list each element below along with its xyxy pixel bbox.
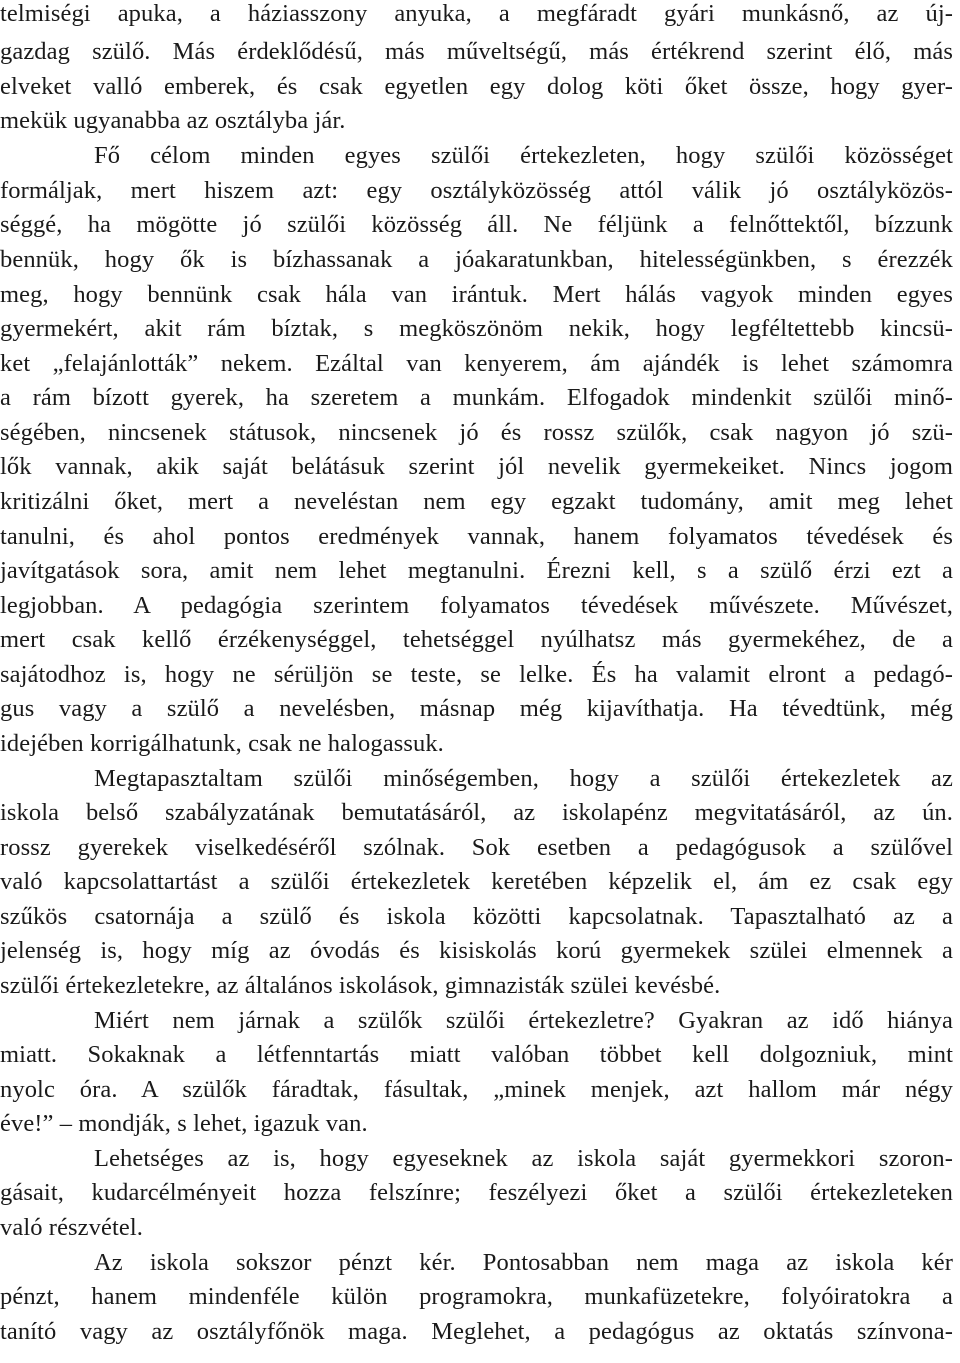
text-line: javítgatások sora, amit nem lehet megtanulni. Érezni kell, s a szülő érzi ezt a (0, 557, 953, 584)
text-line: sajátodhoz is, hogy ne sérüljön se teste, se lelke. És ha valamit elront a pedagó- (0, 661, 953, 688)
text-line: gásait, kudarcélményeit hozza felszínre; feszélyezi őket a szülői értekezleteken (0, 1179, 953, 1206)
text-line: iskola belső szabályzatának bemutatásáról, az iskolapénz megvitatásáról, az ún. (0, 799, 953, 826)
text-line: séggé, ha mögötte jó szülői közösség áll. Ne féljünk a felnőttektől, bízzunk (0, 211, 953, 238)
text-line: legjobban. A pedagógia szerintem folyamatos tévedések művészete. Művészet, (0, 592, 953, 619)
text-line: meg, hogy bennünk csak hála van irántuk. Mert hálás vagyok minden egyes (0, 281, 953, 308)
text-line: lők vannak, akik saját belátásuk szerint jól nevelik gyermekeiket. Nincs jogom (0, 453, 953, 480)
text-line: telmiségi apuka, a háziasszony anyuka, a megfáradt gyári munkásnő, az új- (0, 0, 953, 27)
text-line: a rám bízott gyerek, ha szeretem a munkám. Elfogadok mindenkit szülői minő- (0, 384, 953, 411)
text-line: formáljak, mert hiszem azt: egy osztályközösség attól válik jó osztályközös- (0, 177, 953, 204)
text-line: gazdag szülő. Más érdeklődésű, más műveltségű, más értékrend szerint élő, más (0, 38, 953, 65)
text-line: mekük ugyanabba az osztályba jár. (0, 107, 346, 134)
text-line: éve!” – mondják, s lehet, igazuk van. (0, 1110, 368, 1137)
text-line: való részvétel. (0, 1214, 143, 1241)
text-line: tanító vagy az osztályfőnök maga. Meglehet, a pedagógus az oktatás színvona- (0, 1318, 953, 1345)
text-line: pénzt, hanem mindenféle külön programokra, munkafüzetekre, folyóiratokra a (0, 1283, 953, 1310)
text-line: szűkös csatornája a szülő és iskola közötti kapcsolatnak. Tapasztalható az a (0, 903, 953, 930)
text-line: Lehetséges az is, hogy egyeseknek az iskola saját gyermekkori szoron- (94, 1145, 953, 1172)
text-line: gus vagy a szülő a nevelésben, másnap még kijavíthatja. Ha tévedtünk, még (0, 695, 953, 722)
text-line: kritizálni őket, mert a neveléstan nem egy egzakt tudomány, amit meg lehet (0, 488, 953, 515)
text-line: rossz gyerekek viselkedéséről szólnak. Sok esetben a pedagógusok a szülővel (0, 834, 953, 861)
text-line: Fő célom minden egyes szülői értekezleten, hogy szülői közösséget (94, 142, 953, 169)
text-line: bennük, hogy ők is bízhassanak a jóakaratunkban, hitelességünkben, s érezzék (0, 246, 953, 273)
text-line: idejében korrigálhatunk, csak ne halogassuk. (0, 730, 444, 757)
text-line: ket „felajánlották” nekem. Ezáltal van kenyerem, ám ajándék is lehet számomra (0, 350, 953, 377)
text-line: szülői értekezletekre, az általános iskolások, gimnazisták szülei kevésbé. (0, 972, 721, 999)
text-line: miatt. Sokaknak a létfenntartás miatt valóban többet kell dolgozniuk, mint (0, 1041, 953, 1068)
text-line: nyolc óra. A szülők fáradtak, fásultak, „minek menjek, azt hallom már négy (0, 1076, 953, 1103)
text-line: Az iskola sokszor pénzt kér. Pontosabban nem maga az iskola kér (94, 1249, 953, 1276)
text-line: Miért nem járnak a szülők szülői értekezletre? Gyakran az idő hiánya (94, 1007, 953, 1034)
text-line: elveket valló emberek, és csak egyetlen egy dolog köti őket össze, hogy gyer- (0, 73, 953, 100)
text-line: tanulni, és ahol pontos eredmények vannak, hanem folyamatos tévedések és (0, 523, 953, 550)
text-line: Megtapasztaltam szülői minőségemben, hogy a szülői értekezletek az (94, 765, 953, 792)
text-line: mert csak kellő érzékenységgel, tehetséggel nyúlhatsz más gyermekéhez, de a (0, 626, 953, 653)
text-line: gyermekért, akit rám bíztak, s megköszönöm nekik, hogy legféltettebb kincsü- (0, 315, 953, 342)
text-line: jelenség is, hogy míg az óvodás és kisiskolás korú gyermekek szülei elmennek a (0, 937, 953, 964)
text-line: ségében, nincsenek státusok, nincsenek jó és rossz szülők, csak nagyon jó szü- (0, 419, 953, 446)
text-line: való kapcsolattartást a szülői értekezletek keretében képzelik el, ám ez csak egy (0, 868, 953, 895)
